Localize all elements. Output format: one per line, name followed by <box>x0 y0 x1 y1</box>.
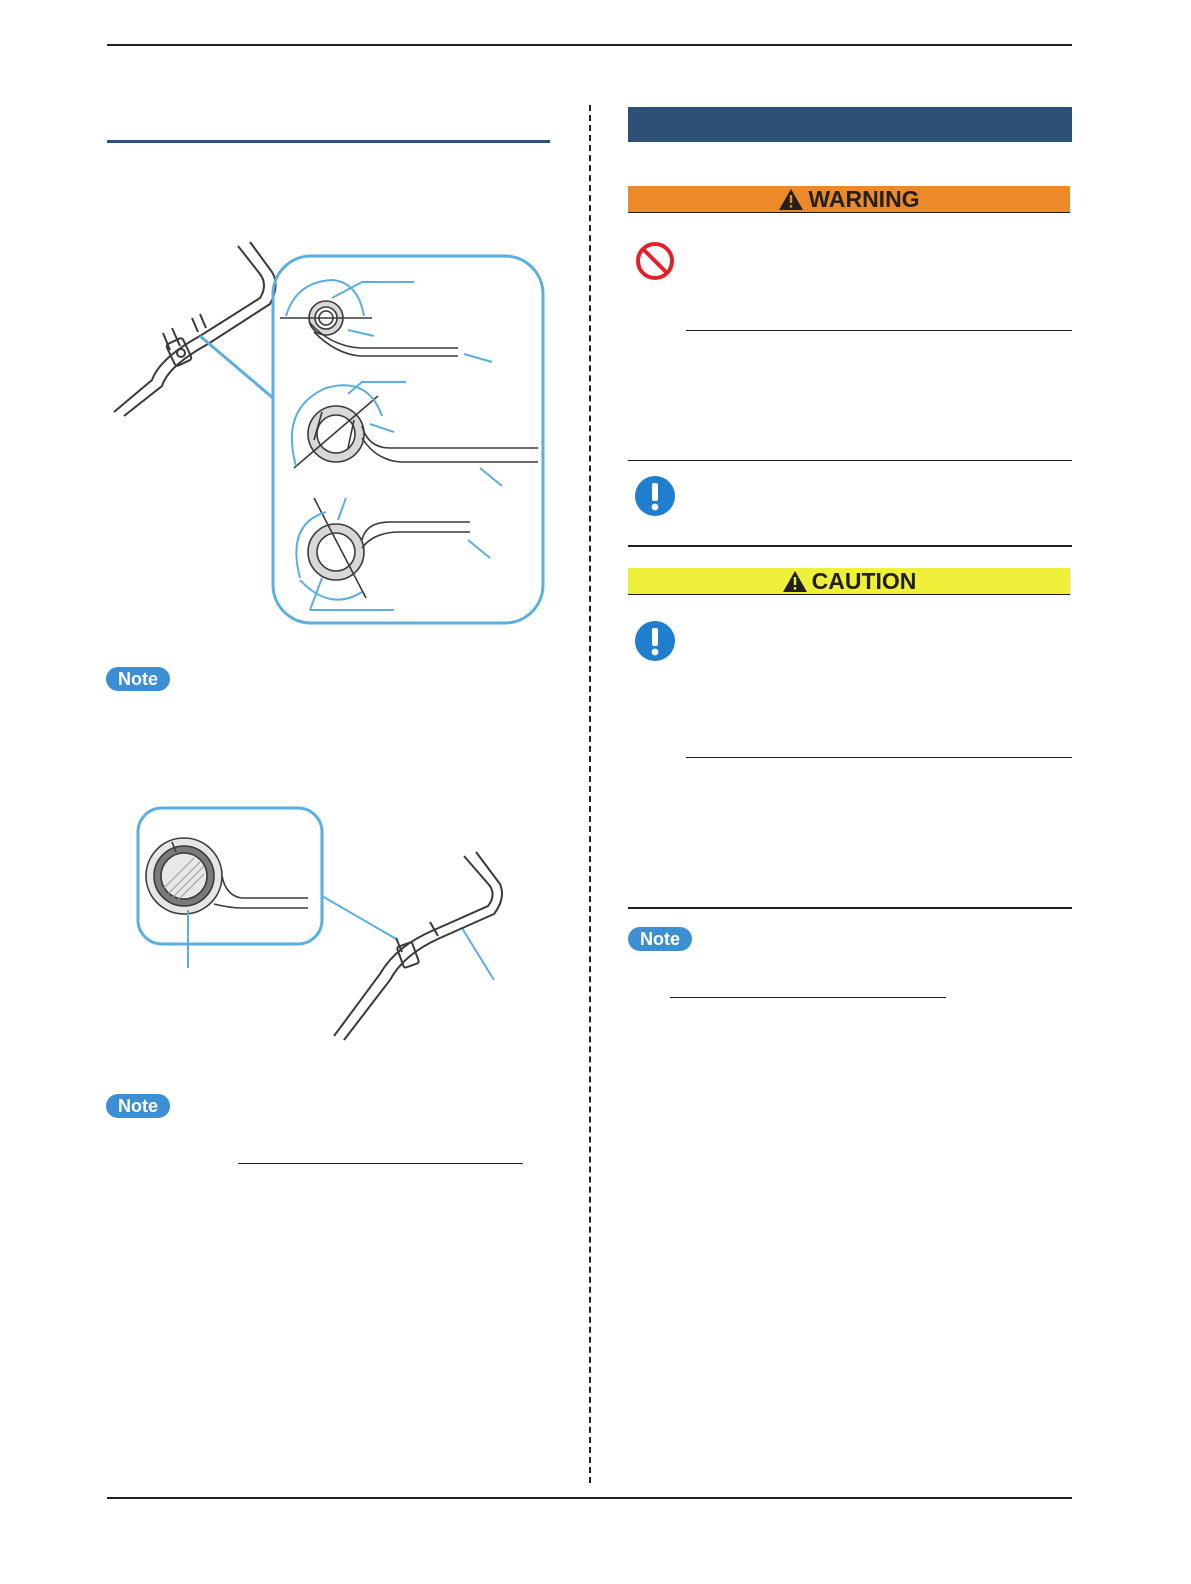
bottom-rule <box>107 1497 1072 1499</box>
note-badge-3: Note <box>628 927 692 951</box>
caution-label: CAUTION <box>811 568 917 594</box>
warning-item-1-underline <box>686 330 1072 331</box>
warning-bar <box>628 186 1070 213</box>
warning-divider <box>628 460 1072 461</box>
column-divider <box>589 105 591 1483</box>
left-link-underline[interactable] <box>238 1163 523 1164</box>
rod-outline-lower <box>124 242 276 416</box>
rod <box>334 852 502 1040</box>
spring-detail-2 <box>294 396 538 468</box>
caution-item-underline <box>686 757 1072 758</box>
caution-bar <box>628 568 1070 595</box>
caution-section-end <box>628 907 1072 909</box>
spring-detail-diagram <box>134 804 504 1044</box>
prohibition-icon <box>634 240 676 282</box>
warning-label: WARNING <box>808 186 920 212</box>
rod-outline-upper <box>114 246 264 412</box>
note-badge-1: Note <box>106 667 170 691</box>
top-rule <box>107 44 1072 46</box>
warning-section-end <box>628 545 1072 547</box>
spring-detail-3 <box>308 498 470 598</box>
right-link-underline[interactable] <box>670 997 946 998</box>
mandatory-action-icon-1 <box>634 475 676 517</box>
spring-installation-diagram <box>100 240 550 630</box>
callout-line <box>200 336 273 398</box>
spring-detail-1 <box>280 301 458 356</box>
warning-triangle-icon <box>778 188 804 211</box>
callout-line-rod <box>322 896 398 940</box>
mandatory-action-icon-2 <box>634 620 676 662</box>
callout-line-rod-right <box>462 928 494 980</box>
warning-triangle-icon <box>782 570 808 593</box>
section-header-bar <box>628 107 1072 142</box>
spring-cross-section <box>146 838 308 914</box>
note-badge-2: Note <box>106 1094 170 1118</box>
left-section-rule <box>107 140 550 143</box>
